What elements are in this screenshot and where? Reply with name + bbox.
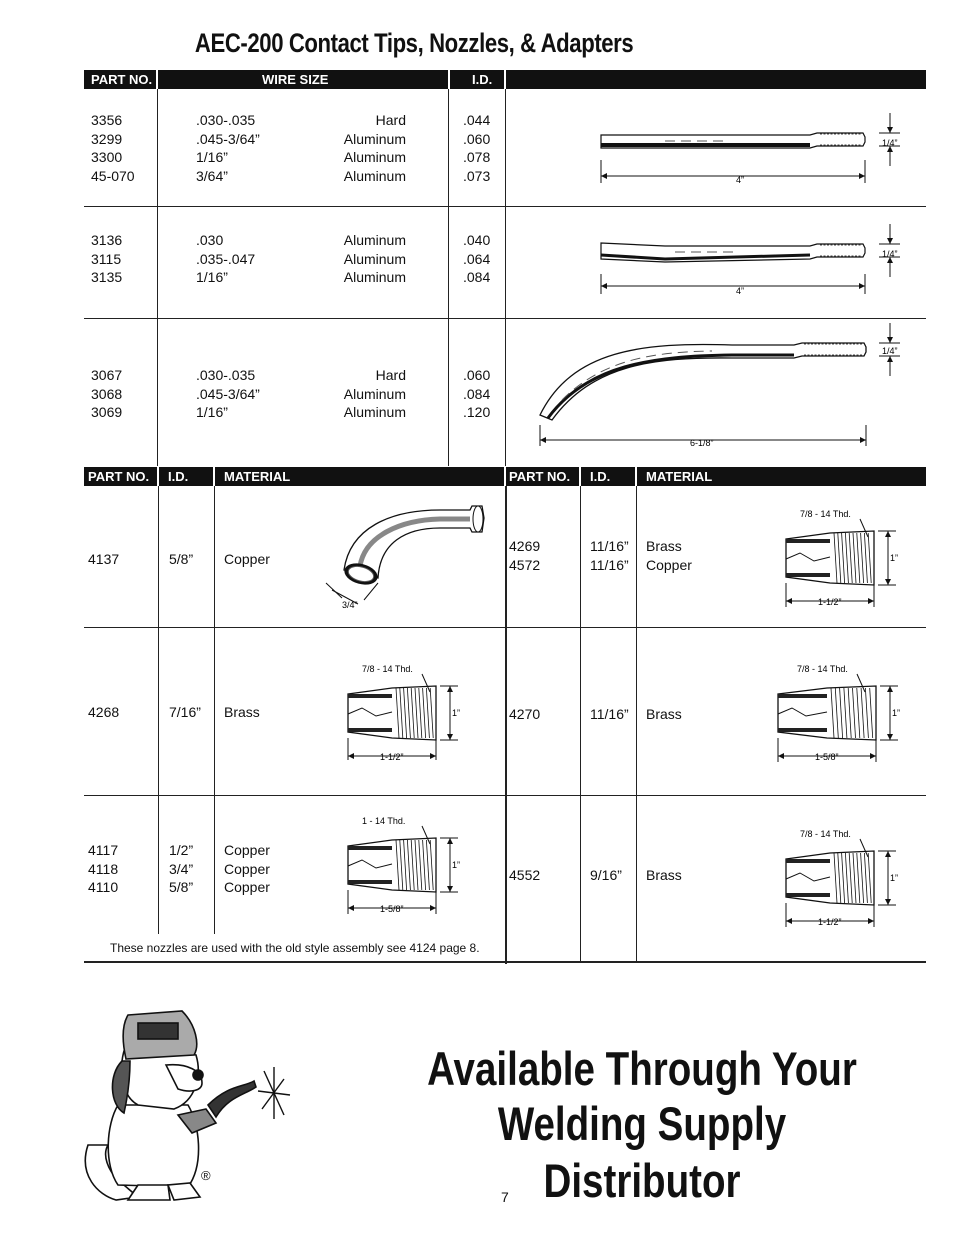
header-left-material: MATERIAL xyxy=(224,469,291,484)
nozzle-right-2-materials: Brass xyxy=(646,706,682,722)
bent-contact-tip-drawing xyxy=(595,222,915,300)
tip-group-1-ids: .044 .060 .078 .073 xyxy=(463,112,491,185)
elbow-dim-label: 3/4” xyxy=(342,600,358,610)
tip-1-height-label: 1/4” xyxy=(882,138,898,148)
tip-group-3-ids: .060 .084 .120 xyxy=(463,367,491,421)
thread-label: 7/8 - 14 Thd. xyxy=(800,829,851,839)
nozzle-4270-drawing xyxy=(760,660,920,765)
tip-group-2-sizes: .030 .035-.047 1/16” xyxy=(196,232,256,286)
curved-contact-tip-drawing xyxy=(532,320,912,452)
tip-3-length-label: 6-1/8” xyxy=(690,438,714,448)
registered-mark: ® xyxy=(201,1168,211,1183)
thread-label: 7/8 - 14 Thd. xyxy=(800,509,851,519)
height-label: 1” xyxy=(892,708,901,718)
header-right-part-no: PART NO. xyxy=(509,469,571,484)
header-left-id: I.D. xyxy=(168,469,189,484)
nozzle-4117-drawing xyxy=(330,812,480,922)
nozzle-4552-drawing xyxy=(768,825,918,930)
nozzle-4269-drawing xyxy=(768,505,918,610)
length-label: 1-1/2” xyxy=(818,597,842,607)
length-label: 1-5/8” xyxy=(380,904,404,914)
straight-contact-tip-drawing xyxy=(595,108,915,194)
tip-group-2-types: Aluminum Aluminum Aluminum xyxy=(343,232,406,286)
header-id: I.D. xyxy=(472,72,493,87)
nozzle-left-1-parts: 4137 xyxy=(88,551,120,567)
tip-2-height-label: 1/4” xyxy=(882,249,898,259)
height-label: 1” xyxy=(890,553,899,563)
nozzle-left-3-ids: 1/2” 3/4” 5/8” xyxy=(169,842,194,896)
tip-group-1-parts: 3356 3299 3300 45-070 xyxy=(91,112,135,185)
height-label: 1” xyxy=(452,708,461,718)
header-right-material: MATERIAL xyxy=(646,469,713,484)
length-label: 1-5/8” xyxy=(815,752,839,762)
nozzle-right-2-parts: 4270 xyxy=(509,706,541,722)
spark-icon xyxy=(258,1067,290,1119)
header-wire-size: WIRE SIZE xyxy=(262,72,329,87)
length-label: 1-1/2” xyxy=(818,917,842,927)
nozzle-right-1-parts: 4269 4572 xyxy=(509,538,541,573)
height-label: 1” xyxy=(452,860,461,870)
nozzle-4268-drawing xyxy=(330,660,480,760)
header-right-id: I.D. xyxy=(590,469,611,484)
nozzle-left-2-ids: 7/16” xyxy=(169,704,201,720)
footnote: These nozzles are used with the old style assembly see 4124 page 8. xyxy=(110,941,480,955)
tip-group-3-sizes: .030-.035 .045-3/64” 1/16” xyxy=(196,367,260,421)
tip-3-height-label: 1/4” xyxy=(882,346,898,356)
welding-dog-mascot-icon xyxy=(78,1005,293,1205)
tip-group-3-types: Hard Aluminum Aluminum xyxy=(343,367,406,421)
thread-label: 7/8 - 14 Thd. xyxy=(797,664,848,674)
nozzle-left-1-materials: Copper xyxy=(224,551,270,567)
banner-line-1: Available Through Your xyxy=(427,1042,857,1095)
tip-group-1-sizes: .030-.035 .045-3/64” 1/16” 3/64” xyxy=(196,112,260,185)
nozzle-right-3-parts: 4552 xyxy=(509,867,541,883)
page-number: 7 xyxy=(501,1189,509,1205)
length-label: 1-1/2” xyxy=(380,752,404,760)
thread-label: 1 - 14 Thd. xyxy=(362,816,406,826)
header-part-no: PART NO. xyxy=(91,72,153,87)
nozzle-left-3-parts: 4117 4118 4110 xyxy=(88,842,119,896)
nozzle-right-3-materials: Brass xyxy=(646,867,682,883)
tip-group-2-ids: .040 .064 .084 xyxy=(463,232,491,286)
height-label: 1” xyxy=(890,873,899,883)
tip-group-1-types: Hard Aluminum Aluminum Aluminum xyxy=(343,112,406,185)
banner-line-2: Welding Supply Distributor xyxy=(497,1097,787,1207)
nozzle-right-1-materials: Brass Copper xyxy=(646,538,692,573)
thread-label: 7/8 - 14 Thd. xyxy=(362,664,413,674)
nozzle-left-1-ids: 5/8” xyxy=(169,551,194,567)
tip-2-length-label: 4” xyxy=(736,286,745,296)
nozzle-right-3-ids: 9/16” xyxy=(590,867,622,883)
tip-1-length-label: 4” xyxy=(736,175,745,185)
nozzle-left-2-parts: 4268 xyxy=(88,704,120,720)
nozzle-left-2-materials: Brass xyxy=(224,704,260,720)
elbow-adapter-drawing xyxy=(320,498,500,618)
nozzle-left-3-materials: Copper Copper Copper xyxy=(224,842,270,896)
header-left-part-no: PART NO. xyxy=(88,469,150,484)
tip-group-2-parts: 3136 3115 3135 xyxy=(91,232,123,286)
nozzle-right-1-ids: 11/16” 11/16” xyxy=(590,538,629,573)
page-title: AEC-200 Contact Tips, Nozzles, & Adapters xyxy=(194,28,634,58)
tip-group-3-parts: 3067 3068 3069 xyxy=(91,367,123,421)
nozzle-right-2-ids: 11/16” xyxy=(590,706,629,722)
